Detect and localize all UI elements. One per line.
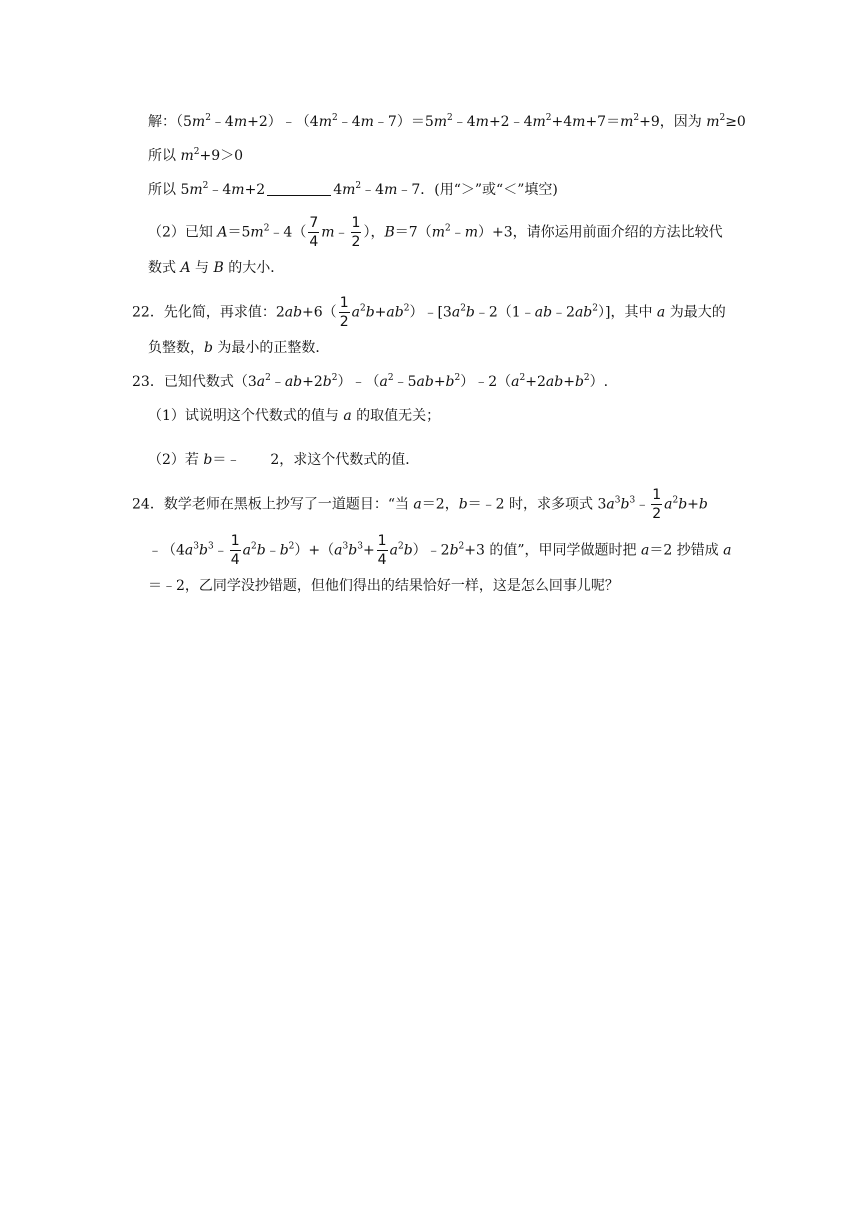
fraction: $\frac{1}{2}$ xyxy=(652,487,662,522)
question-24: 24．数学老师在黑板上抄写了一道题目：“当 a＝2，b＝﹣2 时，求多项式 $3a^3b^3﹣$ $\frac{1}{2}$ $a^2b+b$ xyxy=(132,487,708,522)
solution-line: 解：$(5m^2﹣4m+2)﹣(4m^2﹣4m﹣7)=5m^2﹣4m+2﹣4m^2+4m+7=m^2+9$，因为 $m^2\ge 0$ xyxy=(148,113,746,130)
answer-blank[interactable] xyxy=(267,183,331,196)
question-23: 23．已知代数式$(3a^2﹣ab+2b^2)﹣(a^2﹣5ab+b^2)﹣2(a^2+2ab+b^2)$. xyxy=(132,373,609,390)
fraction: $\frac{1}{4}$ xyxy=(377,533,387,568)
question-part-2: （2）已知 $A=5m^2﹣4$（ $\frac{7}{4}$ m﹣ $\frac{1}{2}$ ），$B=7(m^2﹣m)+3$，请你运用前面介绍的方法比较代 xyxy=(148,215,723,250)
fraction: $\frac{1}{2}$ xyxy=(339,295,349,330)
question-23-part-2: （2）若 b＝﹣ 2，求这个代数式的值． xyxy=(148,452,420,468)
solution-line: 所以 $m^2+9>0$ xyxy=(148,147,244,164)
question-part-2-cont: 数式 A 与 B 的大小． xyxy=(148,260,285,276)
fraction: $\frac{1}{2}$ xyxy=(351,215,361,250)
question-22-cont: 负整数，b 为最小的正整数． xyxy=(148,340,330,356)
question-22: 22．先化简，再求值：2ab+6（ $\frac{1}{2}$ $a^2b+ab^2)﹣[3a^2b﹣2(1﹣ab﹣2ab^2)]$，其中 a 为最大的 xyxy=(132,295,726,330)
fraction: $\frac{7}{4}$ xyxy=(309,215,319,250)
question-24-cont-2: ＝﹣2，乙同学没抄错题，但他们得出的结果恰好一样，这是怎么回事儿呢？ xyxy=(148,578,619,594)
fraction: $\frac{1}{4}$ xyxy=(230,533,240,568)
question-24-cont: $﹣(4a^3b^3﹣$ $\frac{1}{4}$ $a^2b﹣b^2)+(a^3b^3+$ $\frac{1}{4}$ $a^2b)﹣2b^2+3$ 的值”，甲同学做题时把 a＝2 抄错成 a xyxy=(148,533,732,568)
fill-blank-line: 所以 $5m^2﹣4m+2$ $4m^2﹣4m﹣7$．(用“＞”或“＜”填空) xyxy=(148,181,558,198)
question-23-part-1: （1）试说明这个代数式的值与 a 的取值无关； xyxy=(148,408,441,424)
